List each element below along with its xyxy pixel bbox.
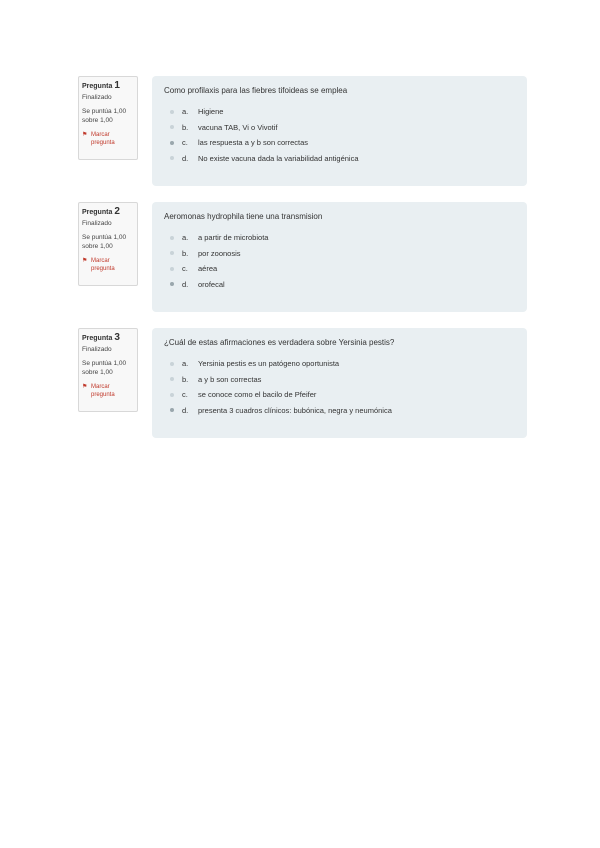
option-text: Yersinia pestis es un patógeno oportunista [198,359,340,369]
answer-option-a[interactable] [164,356,515,372]
option-text: las respuesta a y b son correctas [198,138,309,148]
answer-option-c[interactable] [164,261,515,277]
option-letter: b. [182,374,189,384]
radio-icon[interactable] [170,267,174,271]
radio-icon[interactable] [170,408,174,412]
radio-icon[interactable] [170,156,174,160]
radio-icon[interactable] [170,377,174,381]
grade-line-1: Se puntúa 1,00 [82,108,127,115]
option-letter: d. [182,279,189,289]
answer-list [164,230,515,292]
option-letter: c. [182,138,188,148]
flag-line-1: Marcar [91,384,110,390]
radio-icon[interactable] [170,141,174,145]
flag-icon: ⚑ [82,384,88,390]
grade-line-2: sobre 1,00 [82,369,113,376]
option-letter: d. [182,153,189,163]
question-content-1 [152,76,527,186]
option-letter: b. [182,248,189,258]
grade-line-1: Se puntúa 1,00 [82,360,127,367]
flag-question-link[interactable] [82,383,137,399]
question-grade [82,233,137,251]
question-state: Finalizado [82,346,112,353]
option-text: Higiene [198,107,224,117]
radio-icon[interactable] [170,110,174,114]
radio-icon[interactable] [170,251,174,255]
answer-option-d[interactable] [164,151,515,167]
question-info-3 [78,328,138,412]
option-text: presenta 3 cuadros clínicos: bubónica, negra y neumónica [198,405,392,415]
flag-line-1: Marcar [91,132,110,138]
question-label: Pregunta [82,83,113,90]
question-grade [82,359,137,377]
question-heading [82,333,137,343]
question-number: 3 [114,332,120,343]
answer-option-b[interactable] [164,246,515,262]
question-content-3 [152,328,527,438]
flag-icon: ⚑ [82,132,88,138]
question-text: Como profilaxis para las fiebres tifoideas se emplea [164,86,348,95]
option-text: a partir de microbiota [198,233,269,243]
grade-line-2: sobre 1,00 [82,117,113,124]
option-text: por zoonosis [198,248,241,258]
option-letter: c. [182,390,188,400]
question-heading [82,81,137,91]
flag-line-2: pregunta [91,266,115,272]
radio-icon[interactable] [170,362,174,366]
question-grade [82,107,137,125]
answer-option-a[interactable] [164,104,515,120]
option-text: aérea [198,264,218,274]
question-state: Finalizado [82,94,112,101]
flag-line-2: pregunta [91,140,115,146]
radio-icon[interactable] [170,125,174,129]
option-text: orofecal [198,279,225,289]
flag-line-1: Marcar [91,258,110,264]
answer-option-d[interactable] [164,403,515,419]
option-text: No existe vacuna dada la variabilidad antigénica [198,153,359,163]
question-text: Aeromonas hydrophila tiene una transmision [164,212,323,221]
option-letter: d. [182,405,189,415]
option-letter: a. [182,359,189,369]
question-state: Finalizado [82,220,112,227]
answer-list [164,104,515,166]
question-info-2 [78,202,138,286]
option-text: a y b son correctas [198,374,262,384]
question-label: Pregunta [82,209,113,216]
radio-icon[interactable] [170,236,174,240]
question-content-2 [152,202,527,312]
radio-icon[interactable] [170,393,174,397]
question-label: Pregunta [82,335,113,342]
flag-icon: ⚑ [82,258,88,264]
option-letter: a. [182,233,189,243]
answer-option-b[interactable] [164,372,515,388]
option-letter: a. [182,107,189,117]
question-info-1 [78,76,138,160]
answer-option-b[interactable] [164,120,515,136]
answer-option-a[interactable] [164,230,515,246]
option-text: se conoce como el bacilo de Pfeifer [198,390,317,400]
grade-line-1: Se puntúa 1,00 [82,234,127,241]
grade-line-2: sobre 1,00 [82,243,113,250]
answer-list [164,356,515,418]
radio-icon[interactable] [170,282,174,286]
option-letter: c. [182,264,188,274]
flag-line-2: pregunta [91,392,115,398]
option-letter: b. [182,122,189,132]
question-number: 1 [114,80,120,91]
question-number: 2 [114,206,120,217]
option-text: vacuna TAB, Vi o Vivotif [198,122,278,132]
answer-option-d[interactable] [164,277,515,293]
question-heading [82,207,137,217]
question-text: ¿Cuál de estas afirmaciones es verdadera sobre Yersinia pestis? [164,338,395,347]
answer-option-c[interactable] [164,135,515,151]
flag-question-link[interactable] [82,131,137,147]
answer-option-c[interactable] [164,387,515,403]
flag-question-link[interactable] [82,257,137,273]
